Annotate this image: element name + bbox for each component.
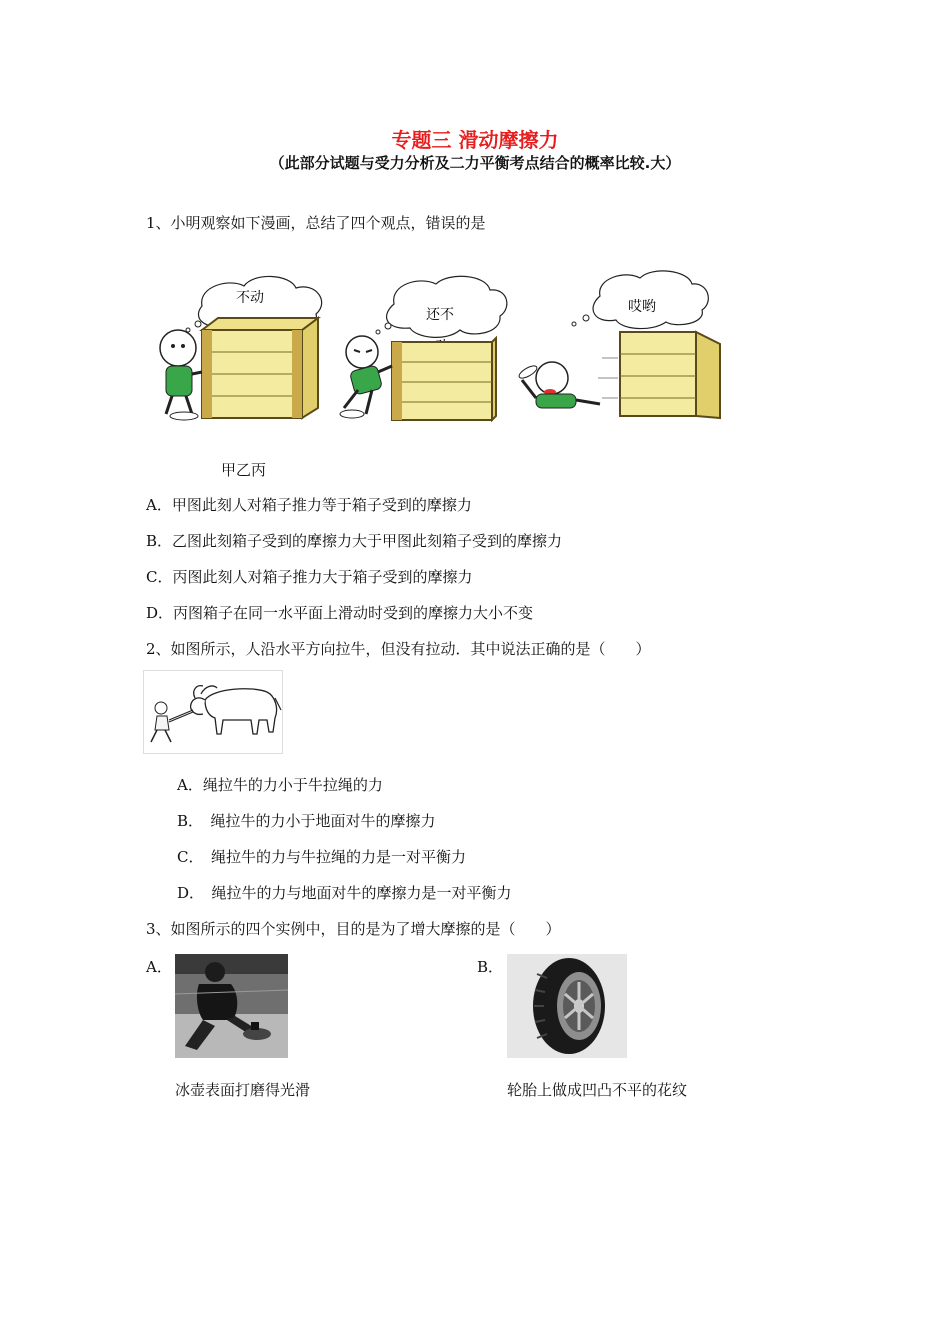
q3-caption-b: 轮胎上做成凹凸不平的花纹 [507, 1081, 688, 1099]
q1-option-b: B．乙图此刻箱子受到的摩擦力大于甲图此刻箱子受到的摩擦力 [146, 532, 563, 550]
curling-photo [175, 954, 288, 1058]
panel-caption: 甲乙丙 [221, 461, 267, 479]
q2-option-b: B． 绳拉牛的力小于地面对牛的摩擦力 [177, 812, 436, 830]
q1-option-c: C．丙图此刻人对箱子推力大于箱子受到的摩擦力 [146, 568, 473, 586]
q1-option-a: A．甲图此刻人对箱子推力等于箱子受到的摩擦力 [146, 496, 472, 514]
bubble-text-1: 不动 [236, 290, 264, 306]
man-pulling-ox-image [143, 670, 283, 754]
question-2-stem: 2、如图所示，人沿水平方向拉牛，但没有拉动．其中说法正确的是（ ） [146, 640, 651, 658]
bubble-text-2: 还不 [426, 307, 454, 323]
q2-option-c: C． 绳拉牛的力与牛拉绳的力是一对平衡力 [177, 848, 466, 866]
q2-option-d: D． 绳拉牛的力与地面对牛的摩擦力是一对平衡力 [177, 884, 512, 902]
q2-option-a: A．绳拉牛的力小于牛拉绳的力 [177, 776, 383, 794]
comic-panel-bing [517, 271, 720, 418]
question-1-stem: 1、小明观察如下漫画，总结了四个观点，错误的是 [146, 214, 486, 232]
comic-panel-yi [340, 276, 507, 420]
page-subtitle: （此部分试题与受力分析及二力平衡考点结合的概率比较.大） [269, 154, 681, 172]
q1-option-d: D．丙图箱子在同一水平面上滑动时受到的摩擦力大小不变 [146, 604, 534, 622]
tire-photo [507, 954, 627, 1058]
bubble-text-4: 哎哟 [628, 299, 656, 315]
page-title: 专题三 滑动摩擦力 [391, 128, 559, 152]
q3-choice-b-letter: B． [477, 958, 504, 976]
comic-illustration [140, 268, 740, 428]
q3-choice-a-letter: A． [146, 958, 172, 976]
q3-caption-a: 冰壶表面打磨得光滑 [175, 1081, 311, 1099]
question-3-stem: 3、如图所示的四个实例中，目的是为了增大摩擦的是（ ） [146, 920, 561, 938]
comic-panel-jia [160, 276, 322, 420]
